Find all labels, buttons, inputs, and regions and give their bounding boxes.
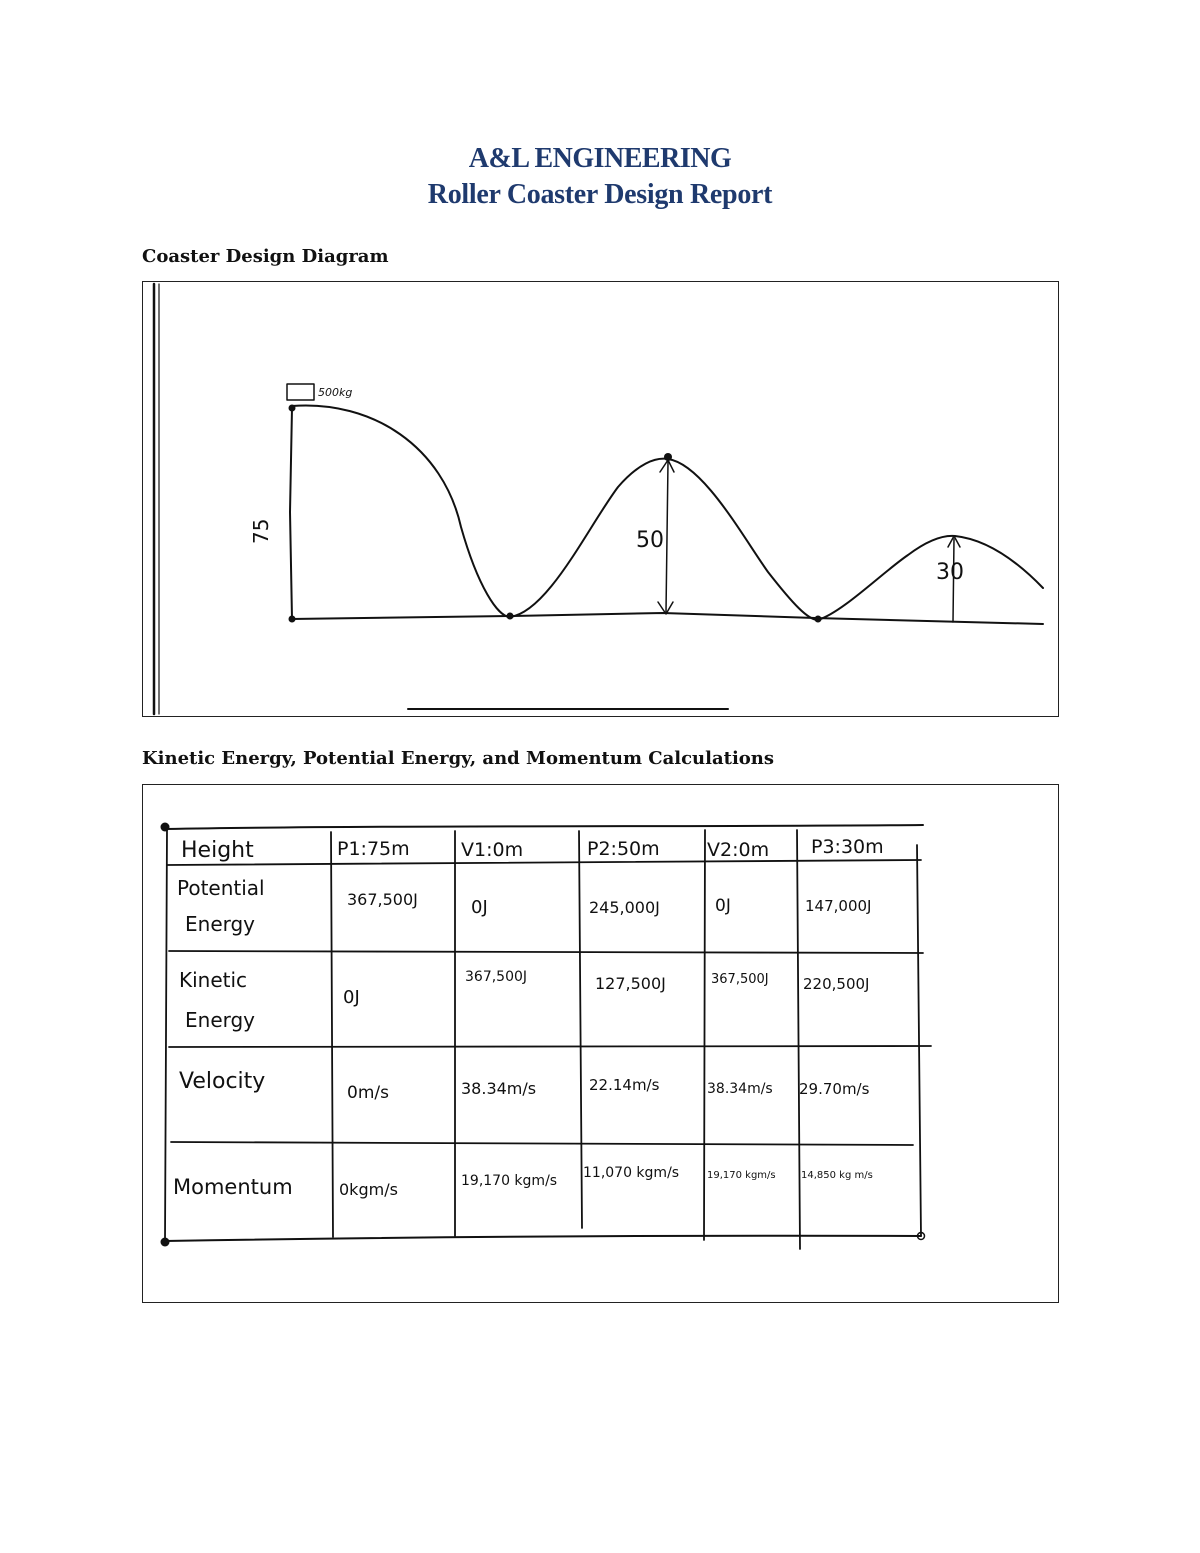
row-label-kinetic: Energy	[185, 1008, 256, 1032]
cell-m-v1: 19,170 kgm/s	[461, 1173, 558, 1189]
table-line	[167, 860, 921, 865]
cell-m-v2: 19,170 kgm/s	[707, 1170, 776, 1181]
header-p2: P2:50m	[587, 838, 660, 860]
header-v1: V1:0m	[461, 839, 524, 861]
start-point	[289, 405, 296, 412]
cell-pe-p3: 147,000J	[805, 897, 872, 915]
table-line	[704, 830, 705, 1240]
table-line	[579, 831, 582, 1228]
row-label-potential: Energy	[185, 912, 256, 936]
hill3-height-label: 30	[936, 560, 964, 585]
report-title: Roller Coaster Design Report	[427, 179, 773, 210]
cell-pe-p1: 367,500J	[347, 890, 418, 909]
cell-ke-p3: 220,500J	[803, 975, 870, 993]
valley2-point	[815, 616, 822, 623]
cell-m-p2: 11,070 kgm/s	[583, 1165, 680, 1181]
start-height-label: 75	[249, 518, 273, 544]
cell-ke-p2: 127,500J	[595, 974, 666, 993]
table-line	[917, 845, 921, 1236]
cell-pe-v2: 0J	[715, 896, 731, 916]
company-name: A&L ENGINEERING	[468, 143, 732, 174]
cell-ke-p1: 0J	[343, 987, 360, 1008]
start-height-line	[290, 408, 292, 619]
header-p3: P3:30m	[811, 836, 884, 858]
table-line	[797, 830, 800, 1249]
row-label-potential: Potential	[177, 876, 265, 900]
corner-dot	[161, 1238, 170, 1247]
calculations-table	[143, 785, 1058, 1302]
cell-v-p1: 0m/s	[347, 1083, 389, 1103]
arrowhead-up	[660, 460, 674, 472]
cell-v-v2: 38.34m/s	[707, 1081, 773, 1097]
row-label-kinetic: Kinetic	[179, 968, 248, 992]
table-line	[171, 1142, 913, 1145]
calculations-heading: Kinetic Energy, Potential Energy, and Momentum Calculations	[142, 748, 775, 769]
table-line	[169, 951, 923, 953]
cell-ke-v1: 367,500J	[465, 969, 528, 985]
table-line	[165, 829, 167, 1241]
table-line	[331, 832, 333, 1237]
ground-line	[291, 613, 1043, 624]
valley1-point	[507, 613, 514, 620]
cell-m-p1: 0kgm/s	[339, 1180, 398, 1199]
header-height-label: Height	[181, 838, 254, 863]
table-border-top	[165, 825, 923, 829]
cart-icon	[287, 384, 314, 400]
corner-dot	[161, 823, 170, 832]
cell-pe-p2: 245,000J	[589, 898, 660, 917]
cell-v-p3: 29.70m/s	[799, 1080, 870, 1098]
hill2-height-label: 50	[636, 528, 664, 553]
row-label-momentum: Momentum	[173, 1175, 293, 1199]
coaster-diagram	[143, 282, 1058, 716]
diagram-heading: Coaster Design Diagram	[142, 246, 389, 267]
cell-v-p2: 22.14m/s	[589, 1076, 660, 1094]
coaster-diagram-frame	[142, 281, 1059, 717]
cell-v-v1: 38.34m/s	[461, 1079, 537, 1098]
header-v2: V2:0m	[707, 839, 770, 861]
mass-label: 500kg	[318, 386, 353, 399]
calculations-frame	[142, 784, 1059, 1303]
row-label-velocity: Velocity	[179, 1069, 266, 1094]
cell-ke-v2: 367,500J	[711, 972, 769, 987]
table-border-bottom	[165, 1236, 921, 1241]
header-p1: P1:75m	[337, 838, 410, 860]
cell-m-p3: 14,850 kg m/s	[801, 1170, 873, 1181]
table-line	[169, 1046, 931, 1047]
start-ground-point	[289, 616, 296, 623]
cell-pe-v1: 0J	[471, 897, 488, 918]
hill2-height-arrow	[666, 462, 668, 612]
